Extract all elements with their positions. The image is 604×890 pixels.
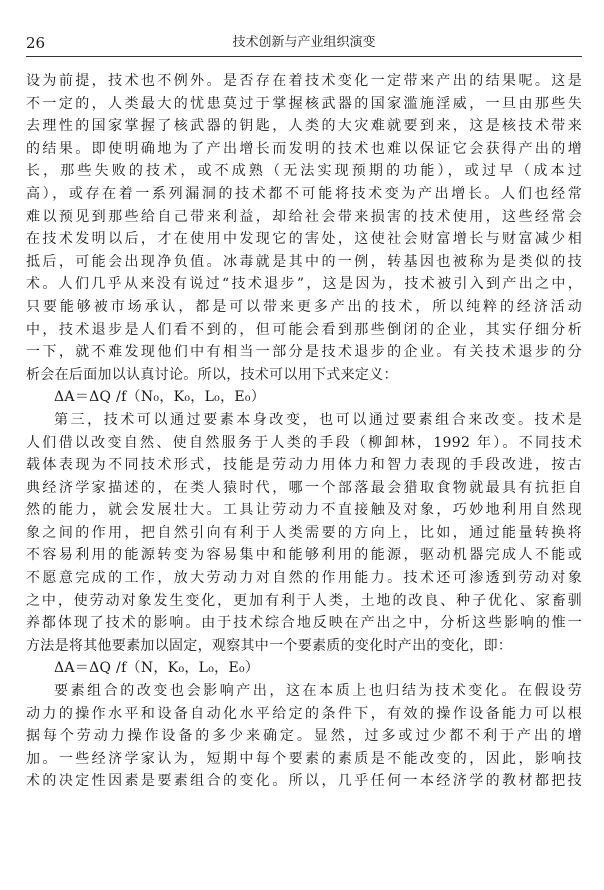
text-line: 动力的操作水平和设备自动化水平给定的条件下，有效的操作设备能力可以根 [26, 705, 582, 722]
text-line: 的结果。即使明确地为了产出增长而发明的技术也难以保证它会获得产出的增 [26, 140, 582, 157]
page-number: 26 [26, 34, 46, 52]
paragraph-first-line: 第三，技术可以通过要素本身改变，也可以通过要素组合来改变。技术是 [54, 411, 582, 428]
running-title: 技术创新与产业组织演变 [232, 35, 376, 50]
text-line: 不一定的，人类最大的忧患莫过于掌握核武器的国家滥施淫威，一旦由那些失 [26, 95, 582, 112]
page-header [26, 34, 582, 57]
text-line: 术。人们几乎从来没有说过“技术退步”，这是因为，技术被引入到产出之中， [26, 276, 582, 293]
text-line: 在技术发明以后，才在使用中发现它的害处，这使社会财富增长与财富减少相 [26, 231, 582, 248]
text-line: 不愿意完成的工作，放大劳动力对自然的作用能力。技术还可渗透到劳动对象 [26, 570, 582, 587]
text-line: 不容易利用的能源转变为容易集中和能够利用的能源，驱动机器完成人不能或 [26, 547, 582, 564]
text-line: 养都体现了技术的影响。由于技术综合地反映在产出之中，分析这些影响的惟一 [26, 615, 582, 632]
formula-line: ΔA＝ΔQ /f（N，K₀，L₀，E₀） [54, 660, 260, 677]
text-line: 一下，就不难发现他们中有相当一部分是技术退步的企业。有关技术退步的分 [26, 344, 582, 361]
text-line: 然的能力，就会发展壮大。工具让劳动力不直接触及对象，巧妙地利用自然现 [26, 502, 582, 519]
text-line: 只要能够被市场承认，都是可以带来更多产出的技术，所以纯粹的经济活动 [26, 298, 582, 315]
text-line: 之中，使劳动对象发生变化，更加有利于人类，土地的改良、种子优化、家畜驯 [26, 592, 582, 609]
paragraph-first-line: 要素组合的改变也会影响产出，这在本质上也归结为技术变化。在假设劳 [54, 683, 582, 700]
text-line: 载体表现为不同技术形式，技能是劳动力用体力和智力表现的手段改进，按古 [26, 457, 582, 474]
paragraph-last-line: 析会在后面加以认真讨论。所以，技术可以用下式来定义： [26, 366, 398, 383]
text-line: 长，那些失败的技术，或不成熟（无法实现预期的功能），或过早（成本过 [26, 163, 582, 180]
text-line: 术的决定性因素是要素组合的变化。所以，几乎任何一本经济学的教材都把技 [26, 773, 582, 790]
paragraph-last-line: 方法是将其他要素加以固定，观察其中一个要素质的变化时产出的变化，即： [26, 637, 513, 654]
text-line: 难以预见到那些给自己带来利益，却给社会带来损害的技术使用，这些经常会 [26, 208, 582, 225]
text-line: 去理性的国家掌握了核武器的钥匙，人类的大灾难就要到来，这是核技术带来 [26, 118, 582, 135]
text-line: 据每个劳动力操作设备的多少来确定。显然，过多或过少都不利于产出的增 [26, 728, 582, 745]
text-line: 人们借以改变自然、使自然服务于人类的手段（柳卸林，1992 年）。不同技术 [26, 434, 582, 451]
text-line: 典经济学家描述的，在类人猿时代，哪一个部落最会猎取食物就最具有抗拒自 [26, 479, 582, 496]
text-line: 中，技术退步是人们看不到的，但可能会看到那些倒闭的企业，其实仔细分析 [26, 321, 582, 338]
text-line: 抵后，可能会出现净负值。冰毒就是其中的一例，转基因也被称为是类似的技 [26, 253, 582, 270]
text-line: 加。一些经济学家认为，短期中每个要素的素质是不能改变的，因此，影响技 [26, 750, 582, 767]
text-line: 设为前提，技术也不例外。是否存在着技术变化一定带来产出的结果呢。这是 [26, 73, 582, 89]
text-line: 象之间的作用，把自然引向有利于人类需要的方向上，比如，通过能量转换将 [26, 524, 582, 541]
body-text [26, 70, 582, 793]
formula-line: ΔA＝ΔQ /f（N₀，K₀，L₀，E₀） [54, 389, 266, 406]
text-line: 高），或存在着一系列漏洞的技术都不可能将技术变为产出增长。人们也经常 [26, 185, 582, 202]
